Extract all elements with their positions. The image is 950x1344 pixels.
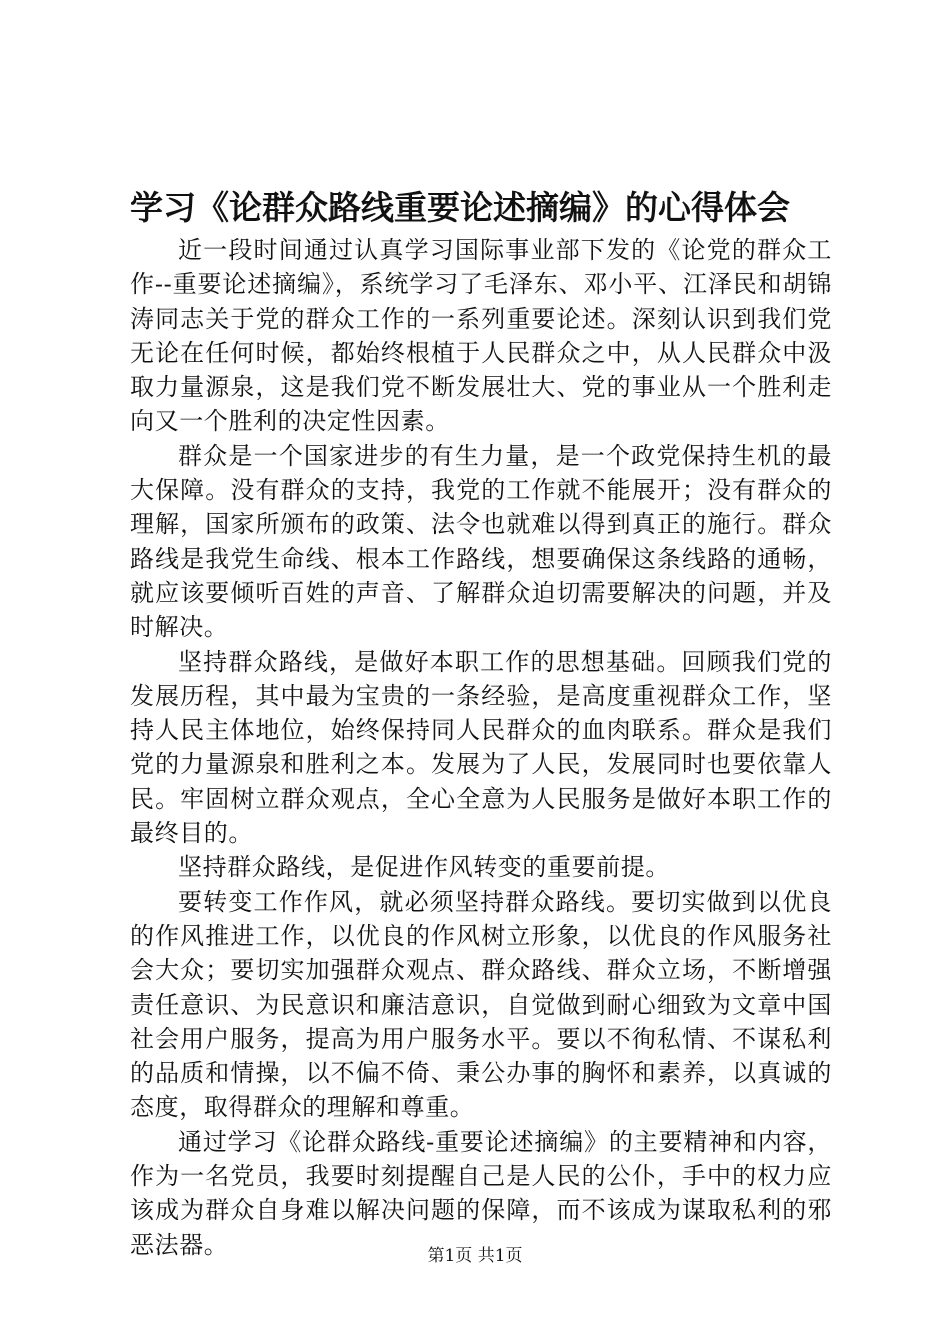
paragraph: 坚持群众路线，是促进作风转变的重要前提。 — [178, 853, 670, 882]
paragraph: 通过学习《论群众路线-重要论述摘编》的主要精神和内容，作为一名党员，我要时刻提醒自己是人民的公仆，手中的权力应该成为群众自身难以解决问题的保障，而不该成为谋取私利的邪恶法器。 — [130, 1127, 832, 1259]
page-footer: 第1页 共1页 — [427, 1246, 523, 1266]
paragraph: 近一段时间通过认真学习国际事业部下发的《论党的群众工作--重要论述摘编》，系统学习了毛泽东、邓小平、江泽民和胡锦涛同志关于党的群众工作的一系列重要论述。深刻认识到我们党无论在任何时候，都始终根植于人民群众之中，从人民群众中汲取力量源泉，这是我们党不断发展壮大、党的事业从一个胜利走向又一个胜利的决定性因素。 — [130, 236, 832, 436]
paragraph: 要转变工作作风，就必须坚持群众路线。要切实做到以优良的作风推进工作，以优良的作风树立形象，以优良的作风服务社会大众；要切实加强群众观点、群众路线、群众立场，不断增强责任意识、为民意识和廉洁意识，自觉做到耐心细致为文章中国社会用户服务，提高为用户服务水平。要以不徇私情、不谋私利的品质和情操，以不偏不倚、秉公办事的胸怀和素养，以真诚的态度，取得群众的理解和尊重。 — [130, 887, 832, 1122]
paragraph: 坚持群众路线，是做好本职工作的思想基础。回顾我们党的发展历程，其中最为宝贵的一条经验，是高度重视群众工作，坚持人民主体地位，始终保持同人民群众的血肉联系。群众是我们党的力量源泉和胜利之本。发展为了人民，发展同时也要依靠人民。牢固树立群众观点，全心全意为人民服务是做好本职工作的最终目的。 — [130, 647, 832, 848]
document-title: 学习《论群众路线重要论述摘编》的心得体会 — [130, 188, 790, 227]
paragraph: 群众是一个国家进步的有生力量，是一个政党保持生机的最大保障。没有群众的支持，我党的工作就不能展开；没有群众的理解，国家所颁布的政策、法令也就难以得到真正的施行。群众路线是我党生命线、根本工作路线，想要确保这条线路的通畅，就应该要倾听百姓的声音、了解群众迫切需要解决的问题，并及时解决。 — [130, 441, 832, 642]
document-body — [130, 233, 832, 1262]
